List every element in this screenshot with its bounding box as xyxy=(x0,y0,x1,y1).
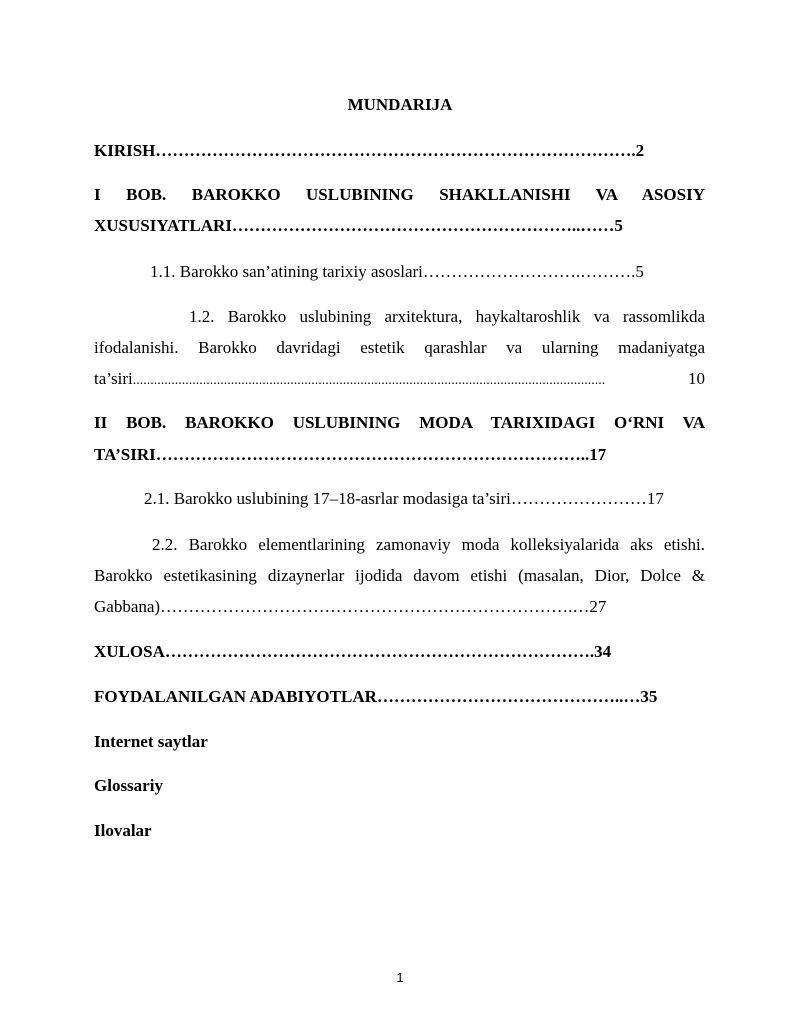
toc-entry-appendices: Ilovalar xyxy=(94,821,152,840)
toc-entry-section-1-2-dots: ta’siri....................................................................................................................................... xyxy=(94,369,606,388)
toc-entry-section-2-2-line1: 2.2. Barokko elementlarining zamonaviy moda kolleksiyalarida aks etishi. xyxy=(152,535,705,554)
toc-entry-kirish: KIRISH………………………………………………………………………….2 xyxy=(94,141,645,160)
toc-entry-bibliography: FOYDALANILGAN ADABIYOTLAR……………………………………..…35 xyxy=(94,687,658,706)
toc-entry-xulosa: XULOSA………………………………………………………………….34 xyxy=(94,642,612,661)
toc-entry-chapter1-line2: XUSUSIYATLARI……………………………………………………..……5 xyxy=(94,216,623,235)
toc-entry-section-1-2-line2: ifodalanishi. Barokko davridagi estetik qarashlar va ularning madaniyatga xyxy=(94,338,705,357)
toc-entry-section-1-2-line3 xyxy=(94,369,705,391)
toc-entry-chapter2-line1: II BOB. BAROKKO USLUBINING MODA TARIXIDAGI O‘RNI VA xyxy=(94,413,705,432)
toc-entry-section-1-1: 1.1. Barokko san’atining tarixiy asoslari……………………….……….5 xyxy=(150,262,644,281)
toc-entry-glossary: Glossariy xyxy=(94,776,163,795)
toc-entry-section-1-2-line1: 1.2. Barokko uslubining arxitektura, haykaltaroshlik va rassomlikda xyxy=(189,307,705,326)
toc-entry-section-2-2-line2: Barokko estetikasining dizaynerlar ijodida davom etishi (masalan, Dior, Dolce & xyxy=(94,566,705,585)
toc-entry-chapter2-line2: TA’SIRI…………………………………………………………………..17 xyxy=(94,445,607,464)
toc-entry-internet-sites: Internet saytlar xyxy=(94,732,208,751)
toc-entry-section-2-1: 2.1. Barokko uslubining 17–18-asrlar modasiga ta’siri……………………17 xyxy=(144,489,664,508)
toc-entry-section-1-2-page: 10 xyxy=(688,369,705,388)
page-number: 1 xyxy=(396,970,404,985)
toc-entry-section-2-2-line3: Gabbana)……………………………………………………………….…27 xyxy=(94,597,607,616)
page-title: MUNDARIJA xyxy=(347,95,453,114)
toc-entry-chapter1-line1: I BOB. BAROKKO USLUBINING SHAKLLANISHI VA ASOSIY xyxy=(94,185,705,204)
